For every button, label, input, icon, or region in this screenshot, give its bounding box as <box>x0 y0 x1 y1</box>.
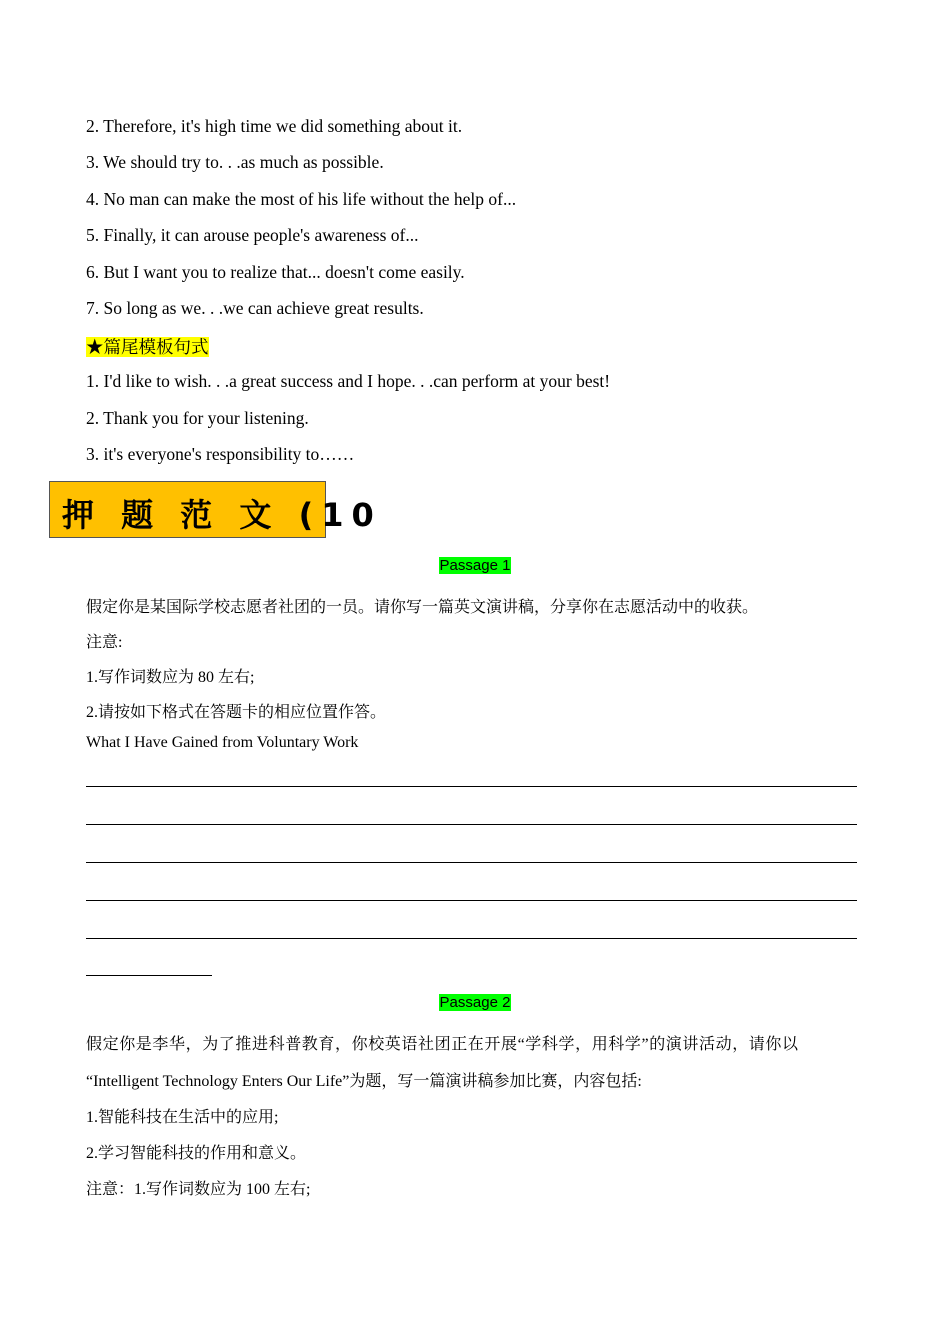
passage-1-requirement-1: 1.写作词数应为 80 左右; <box>86 669 255 686</box>
passage-1-label-text: Passage 1 <box>439 557 511 574</box>
section-heading: 押 题 范 文 (10 <box>62 496 382 534</box>
template-sentence-3: 3. We should try to. . .as much as possible. <box>86 152 384 172</box>
answer-line-short <box>86 975 212 976</box>
answer-line <box>86 786 857 787</box>
template-sentence-2: 2. Therefore, it's high time we did something about it. <box>86 116 463 136</box>
template-sentence-7: 7. So long as we. . .we can achieve great results. <box>86 298 424 318</box>
passage-1-requirement-2: 2.请按如下格式在答题卡的相应位置作答。 <box>86 704 387 721</box>
passage-1-note: 注意: <box>86 634 123 651</box>
ending-sentence-2: 2. Thank you for your listening. <box>86 408 309 428</box>
answer-line <box>86 900 857 901</box>
answer-line <box>86 824 857 825</box>
template-sentence-4: 4. No man can make the most of his life without the help of... <box>86 189 517 209</box>
ending-sentence-3: 3. it's everyone's responsibility to…… <box>86 444 355 464</box>
passage-2-prompt-line-1: 假定你是李华，为了推进科普教育，你校英语社团正在开展“学科学，用科学”的演讲活动，请你以 <box>86 1036 799 1053</box>
passage-1-label <box>0 557 950 574</box>
passage-1-essay-title: What I Have Gained from Voluntary Work <box>86 734 359 751</box>
template-sentence-5: 5. Finally, it can arouse people's awareness of... <box>86 225 419 245</box>
answer-line <box>86 938 857 939</box>
passage-2-prompt-line-2: “Intelligent Technology Enters Our Life”为题，写一篇演讲稿参加比赛，内容包括: <box>86 1073 642 1090</box>
passage-2-label <box>0 994 950 1011</box>
section-heading-box <box>49 481 382 538</box>
passage-2-label-text: Passage 2 <box>439 994 511 1011</box>
ending-section-title <box>86 334 209 359</box>
passage-2-note: 注意：1.写作词数应为 100 左右; <box>86 1181 311 1198</box>
ending-section-title-text: ★篇尾模板句式 <box>86 337 209 357</box>
passage-1-prompt: 假定你是某国际学校志愿者社团的一员。请你写一篇英文演讲稿，分享你在志愿活动中的收获。 <box>86 599 759 616</box>
passage-2-point-1: 1.智能科技在生活中的应用; <box>86 1109 279 1126</box>
template-sentence-6: 6. But I want you to realize that... doesn't come easily. <box>86 262 465 282</box>
answer-line <box>86 862 857 863</box>
passage-2-point-2: 2.学习智能科技的作用和意义。 <box>86 1145 307 1162</box>
ending-sentence-1: 1. I'd like to wish. . .a great success and I hope. . .can perform at your best! <box>86 371 611 391</box>
